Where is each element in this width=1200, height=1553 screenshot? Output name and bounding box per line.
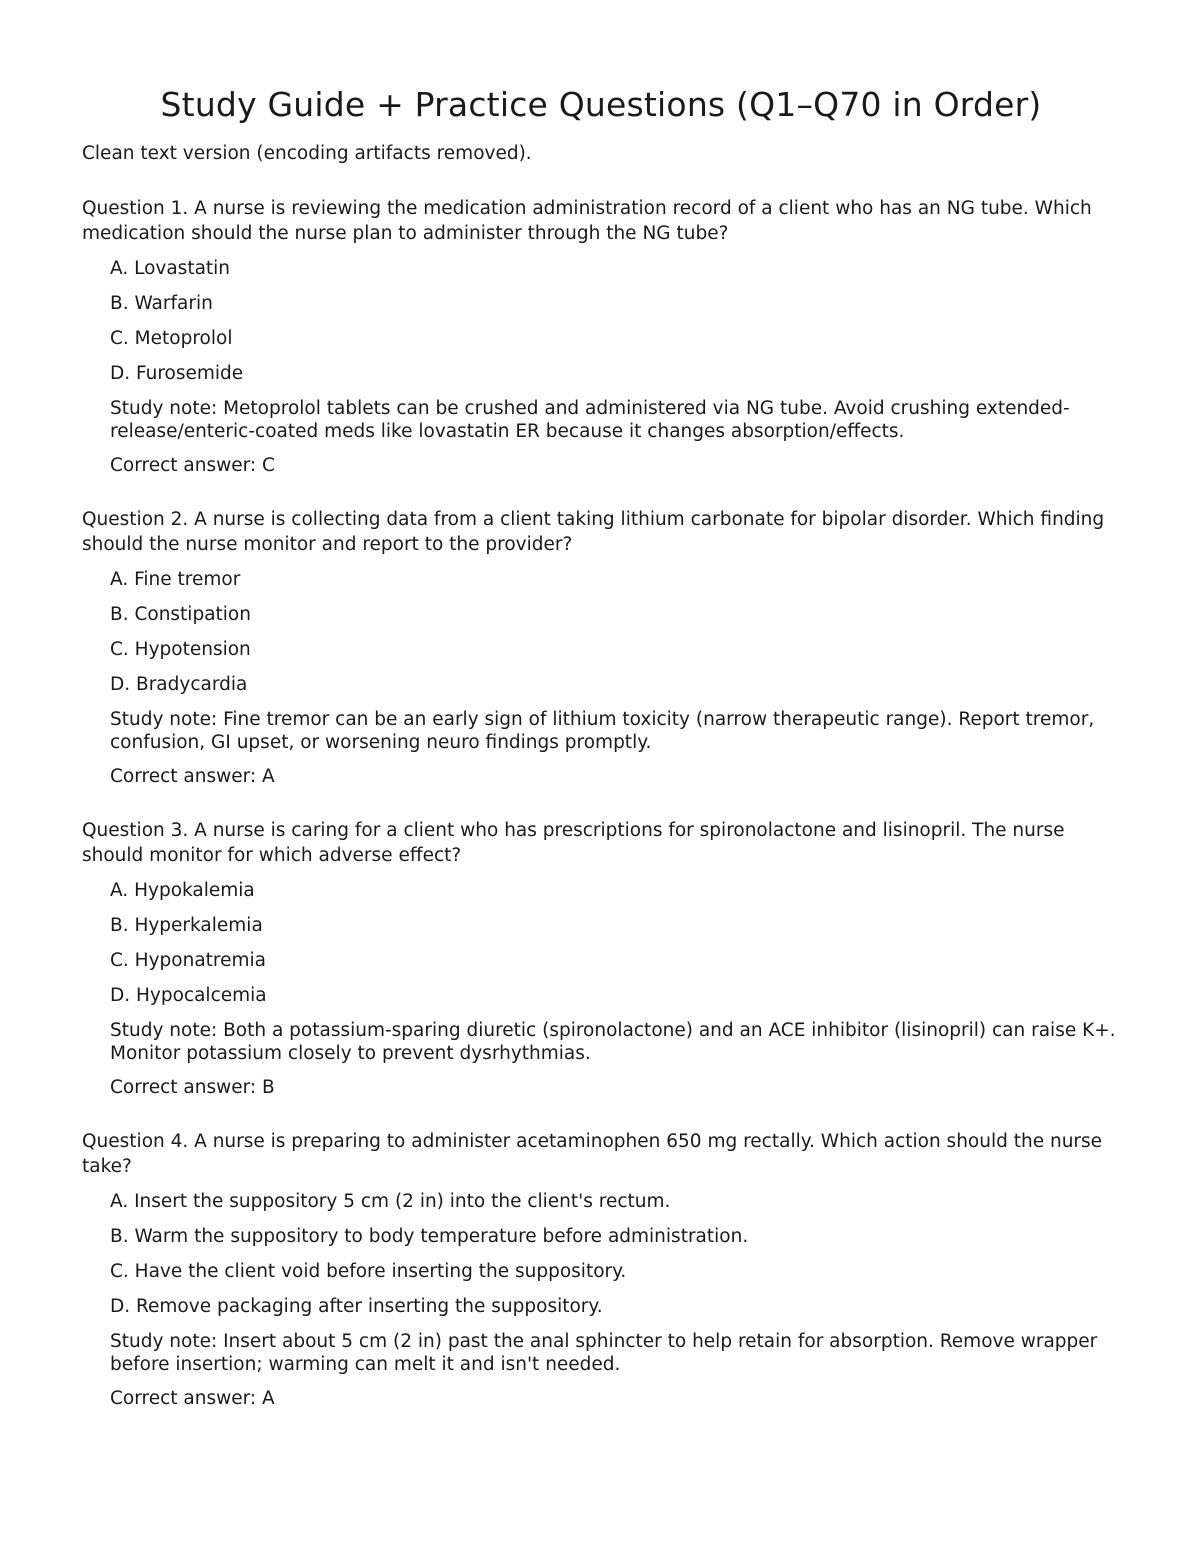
question-1 [82, 197, 1120, 478]
correct-answer: Correct answer: C [110, 455, 275, 476]
question-prompt: Question 4. A nurse is preparing to administer acetaminophen 650 mg rectally. Which action should the nurse take? [82, 1131, 1103, 1177]
question-prompt: Question 1. A nurse is reviewing the medication administration record of a client who has an NG tube. Which medication should the nurse plan to administer through the NG tube? [82, 198, 1092, 244]
study-note: Study note: Fine tremor can be an early sign of lithium toxicity (narrow therapeutic range). Report tremor, confusion, GI upset, or worsening neuro findings promptly. [110, 709, 1095, 753]
option-a: A. Lovastatin [110, 258, 231, 279]
answer-options [82, 1190, 1120, 1319]
option-b: B. Hyperkalemia [110, 915, 263, 936]
option-d: D. Remove packaging after inserting the suppository. [110, 1296, 603, 1317]
option-c: C. Hyponatremia [110, 950, 266, 971]
question-4 [82, 1130, 1120, 1411]
option-c: C. Hypotension [110, 639, 251, 660]
option-d: D. Bradycardia [110, 674, 248, 695]
option-d: D. Furosemide [110, 363, 244, 384]
page-subtitle: Clean text version (encoding artifacts removed). [82, 143, 532, 164]
answer-options [82, 257, 1120, 386]
question-prompt: Question 3. A nurse is caring for a client who has prescriptions for spironolactone and lisinopril. The nurse should monitor for which adverse effect? [82, 820, 1065, 866]
study-note: Study note: Both a potassium-sparing diuretic (spironolactone) and an ACE inhibitor (lisinopril) can raise K+. Monitor potassium closely to prevent dysrhythmias. [110, 1020, 1116, 1064]
option-b: B. Warm the suppository to body temperature before administration. [110, 1226, 749, 1247]
option-a: A. Hypokalemia [110, 880, 255, 901]
option-d: D. Hypocalcemia [110, 985, 267, 1006]
question-2 [82, 508, 1120, 789]
question-prompt: Question 2. A nurse is collecting data from a client taking lithium carbonate for bipolar disorder. Which finding should the nurse monitor and report to the provider? [82, 509, 1105, 555]
option-b: B. Warfarin [110, 293, 213, 314]
correct-answer: Correct answer: A [110, 1388, 275, 1409]
study-note: Study note: Insert about 5 cm (2 in) past the anal sphincter to help retain for absorption. Remove wrapper before insertion; warming can melt it and isn't needed. [110, 1331, 1098, 1375]
page-title: Study Guide + Practice Questions (Q1–Q70 in Order) [160, 85, 1042, 124]
option-a: A. Fine tremor [110, 569, 241, 590]
correct-answer: Correct answer: A [110, 766, 275, 787]
option-b: B. Constipation [110, 604, 251, 625]
correct-answer: Correct answer: B [110, 1077, 275, 1098]
option-a: A. Insert the suppository 5 cm (2 in) into the client's rectum. [110, 1191, 671, 1212]
answer-options [82, 568, 1120, 697]
answer-options [82, 879, 1120, 1008]
option-c: C. Have the client void before inserting the suppository. [110, 1261, 627, 1282]
question-3 [82, 819, 1120, 1100]
option-c: C. Metoprolol [110, 328, 233, 349]
study-note: Study note: Metoprolol tablets can be crushed and administered via NG tube. Avoid crushing extended-release/enteric-coated meds like lovastatin ER because it changes absorption/effects. [110, 398, 1070, 442]
